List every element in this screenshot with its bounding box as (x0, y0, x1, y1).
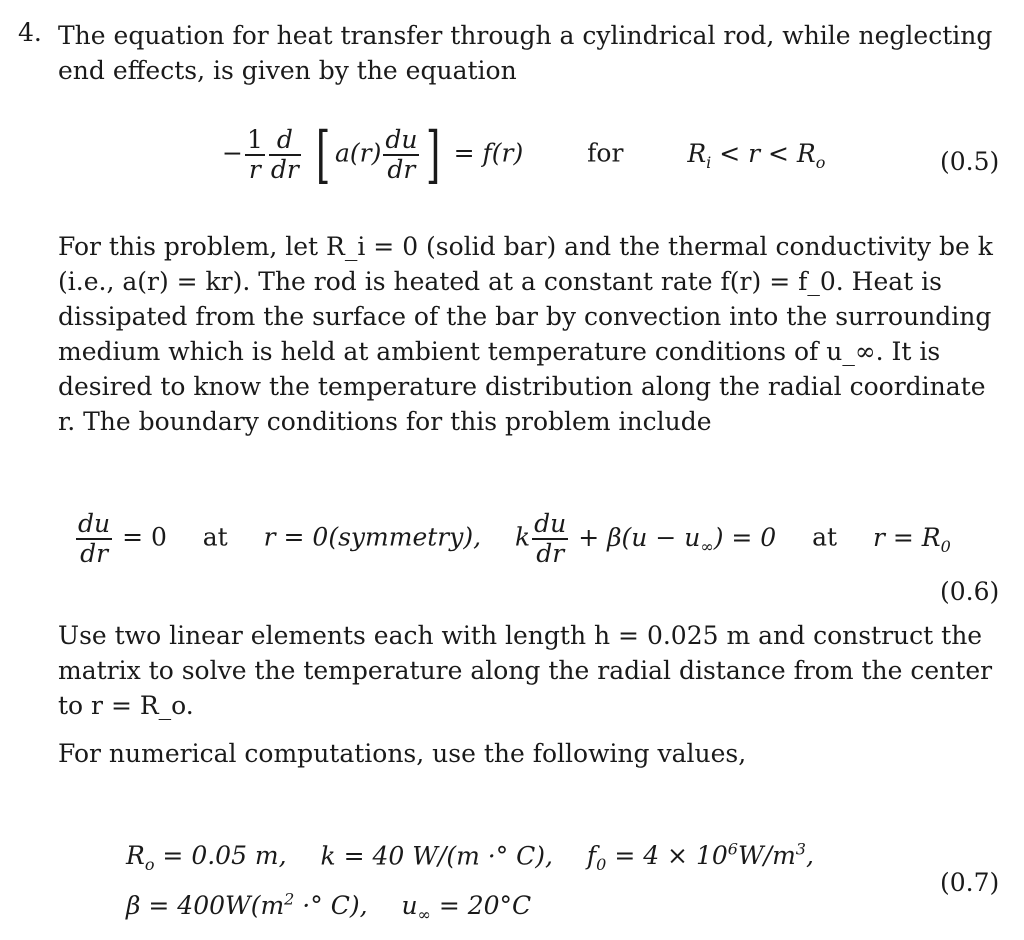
intro-line-2: end effects, is given by the equation (58, 56, 517, 85)
equation-0-5 (222, 118, 826, 191)
convection-term: + $\beta(u - u_\infty) = 0$ (578, 522, 777, 556)
k-value: k = 40 W/(m ·° C), (320, 841, 553, 871)
numerical-values-intro: For numerical computations, use the following values, (58, 739, 747, 768)
equation-label-0-5: (0.5) (940, 147, 1000, 176)
task-paragraph (58, 618, 1002, 723)
task-line: Use two linear elements each with length h = 0.025 m and construct the (58, 621, 983, 650)
setup-line: For this problem, let R_i = 0 (solid bar) and the thermal conductivity be k (58, 232, 993, 261)
at-text: at (812, 522, 838, 552)
intro-paragraph (58, 18, 1002, 88)
setup-line: dissipated from the surface of the bar by convection into the surrounding (58, 302, 992, 331)
setup-line: r. The boundary conditions for this problem include (58, 407, 712, 436)
equation-0-6-boundary-conditions (74, 510, 951, 568)
equation-0-7-line-2 (126, 890, 531, 924)
Ro-value: $R_o = 0.05$ m, (126, 841, 287, 875)
problem-setup-paragraph (58, 229, 1002, 439)
task-line: to r = R_o. (58, 691, 194, 720)
fraction-1-over-r: $\frac{1}{r}$ (246, 125, 263, 184)
right-bracket: ] (426, 118, 441, 191)
setup-line: medium which is held at ambient temperature conditions of u_∞. It is (58, 337, 941, 366)
k-symbol: k (514, 522, 531, 552)
problem-number: 4. (18, 18, 42, 47)
intro-line-1: The equation for heat transfer through a cylindrical rod, while neglecting (58, 21, 993, 50)
equation-label-0-7: (0.7) (940, 868, 1000, 897)
fraction-du-dr: $\frac{du}{dr}$ (78, 509, 111, 568)
a-of-r: a(r) (334, 138, 382, 168)
bc1-location: r = 0(symmetry), (263, 522, 482, 552)
at-text: at (202, 522, 228, 552)
domain-condition: $R_i < r < R_o$ (687, 138, 826, 172)
rhs-f-of-r: = f(r) (453, 138, 524, 168)
for-text: for (587, 138, 624, 168)
fraction-du-dr: $\frac{du}{dr}$ (385, 125, 418, 184)
u-infinity-value: $u_\infty = 20^\circ C$ (401, 891, 532, 925)
setup-line: (i.e., a(r) = kr). The rod is heated at a constant rate f(r) = f_0. Heat is (58, 267, 942, 296)
minus-sign: − (222, 138, 243, 168)
fraction-d-dr: $\frac{d}{dr}$ (270, 125, 299, 184)
equation-label-0-6: (0.6) (940, 577, 1000, 606)
fraction-du-dr: $\frac{du}{dr}$ (534, 509, 567, 568)
setup-line: desired to know the temperature distribution along the radial coordinate (58, 372, 986, 401)
bc1-equals-zero: = 0 (122, 522, 167, 552)
left-bracket: [ (315, 118, 331, 191)
f0-value: $f_0 = 4 \times 10^6W/m^3$, (586, 840, 814, 875)
beta-value: $\beta = 400W(m^2$ ·° C), (126, 890, 368, 921)
equation-0-7-line-1 (126, 840, 814, 874)
bc2-location: $r = R_0$ (872, 522, 951, 556)
task-line: matrix to solve the temperature along the radial distance from the center (58, 656, 993, 685)
